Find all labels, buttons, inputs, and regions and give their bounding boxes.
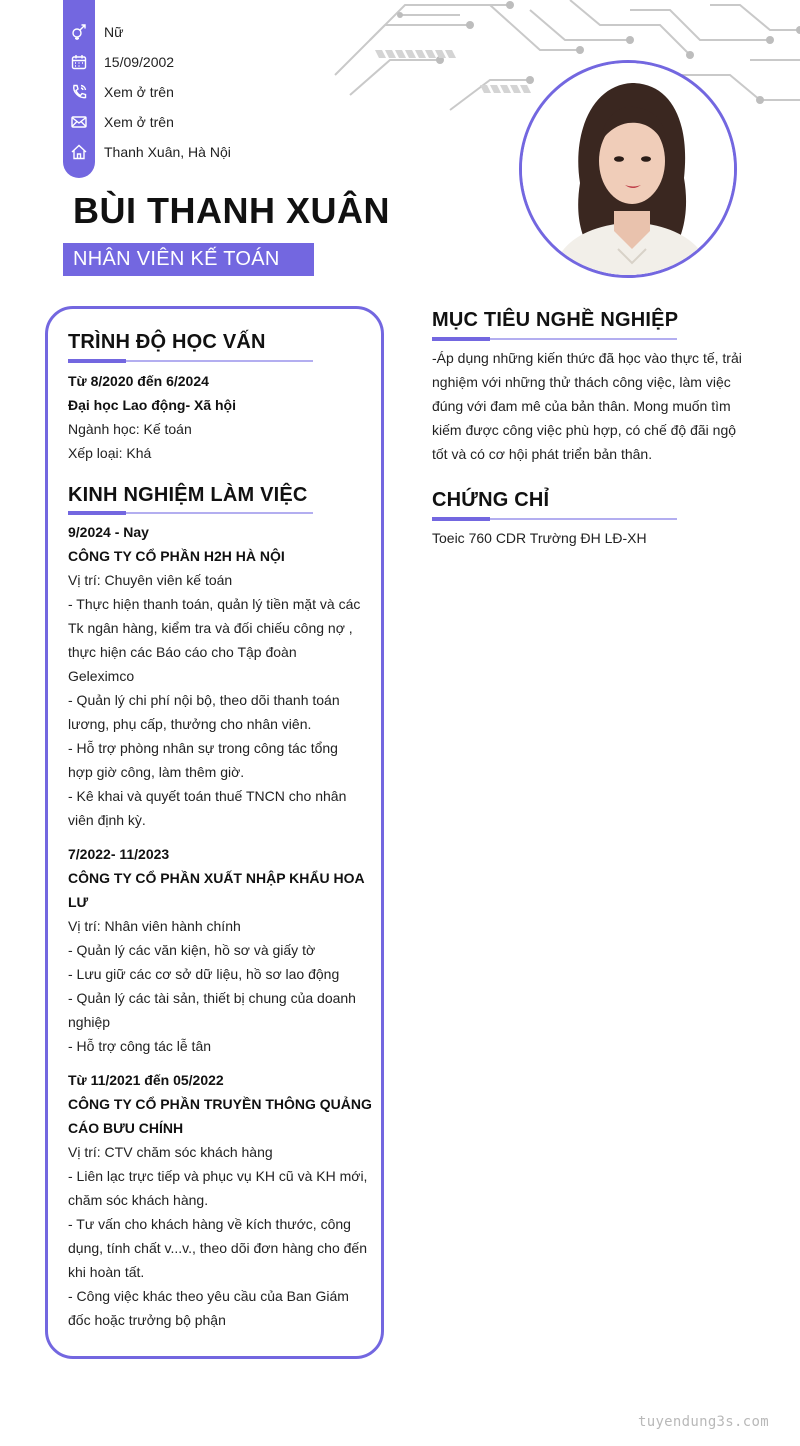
education-major: Ngành học: Kế toán bbox=[68, 421, 192, 437]
job-company: CÔNG TY CỔ PHẦN H2H HÀ NỘI bbox=[68, 548, 285, 564]
job-detail: viên định kỳ. bbox=[68, 812, 146, 828]
education-period: Từ 8/2020 đến 6/2024 bbox=[68, 373, 209, 389]
objective-text: nghiệm với những thử thách công việc, làm việc bbox=[432, 374, 731, 390]
job-detail: chăm sóc khách hàng. bbox=[68, 1192, 209, 1208]
gender-icon bbox=[63, 17, 95, 47]
job-company: CÁO BƯU CHÍNH bbox=[68, 1120, 184, 1136]
job-detail: - Quản lý các tài sản, thiết bị chung của doanh bbox=[68, 990, 356, 1006]
job-detail: - Hỗ trợ công tác lễ tân bbox=[68, 1038, 212, 1054]
objective-divider bbox=[432, 338, 677, 340]
objective-text: kiếm được công việc phù hợp, có chế độ đãi ngộ bbox=[432, 422, 737, 438]
education-grade: Xếp loại: Khá bbox=[68, 445, 152, 461]
job-detail: hợp giờ công, làm thêm giờ. bbox=[68, 764, 245, 780]
education-divider bbox=[68, 360, 313, 362]
job-detail: - Kê khai và quyết toán thuế TNCN cho nhân bbox=[68, 788, 347, 804]
phone-icon bbox=[63, 77, 95, 107]
job-detail: Tk ngân hàng, kiểm tra và đối chiếu công nợ , bbox=[68, 620, 353, 636]
job-company: CÔNG TY CỔ PHẦN TRUYỀN THÔNG QUẢNG bbox=[68, 1096, 372, 1112]
education-school: Đại học Lao động- Xã hội bbox=[68, 397, 236, 413]
job-detail: khi hoàn tất. bbox=[68, 1264, 145, 1280]
job-detail: - Quản lý các văn kiện, hồ sơ và giấy tờ bbox=[68, 942, 316, 958]
contact-phone: Xem ở trên bbox=[63, 77, 174, 107]
job-detail: nghiệp bbox=[68, 1014, 111, 1030]
objective-text: tốt và có cơ hội phát triển bản thân. bbox=[432, 446, 653, 462]
candidate-name: BÙI THANH XUÂN bbox=[73, 190, 390, 231]
job-detail: Vị trí: CTV chăm sóc khách hàng bbox=[68, 1144, 273, 1160]
contact-address: Thanh Xuân, Hà Nội bbox=[63, 137, 231, 167]
job-detail: Geleximco bbox=[68, 668, 135, 684]
education-title: TRÌNH ĐỘ HỌC VẤN bbox=[68, 331, 266, 353]
job-detail: - Lưu giữ các cơ sở dữ liệu, hồ sơ lao động bbox=[68, 966, 340, 982]
avatar-illustration bbox=[522, 63, 734, 275]
mail-icon bbox=[63, 107, 95, 137]
job-detail: - Hỗ trợ phòng nhân sự trong công tác tổng bbox=[68, 740, 338, 756]
watermark: tuyendung3s.com bbox=[638, 1414, 769, 1430]
job-detail: thực hiện các Báo cáo cho Tập đoàn bbox=[68, 644, 297, 660]
job-detail: Vị trí: Chuyên viên kế toán bbox=[68, 572, 233, 588]
job-period: Từ 11/2021 đến 05/2022 bbox=[68, 1072, 224, 1088]
objective-title: MỤC TIÊU NGHỀ NGHIỆP bbox=[432, 309, 679, 331]
job-detail: - Quản lý chi phí nội bộ, theo dõi thanh toán bbox=[68, 692, 340, 708]
experience-title: KINH NGHIỆM LÀM VIỆC bbox=[68, 484, 308, 506]
objective-text: -Áp dụng những kiến thức đã học vào thực tế, trải bbox=[432, 350, 742, 366]
job-detail: Vị trí: Nhân viên hành chính bbox=[68, 918, 241, 934]
job-detail: - Liên lạc trực tiếp và phục vụ KH cũ và KH mới, bbox=[68, 1168, 368, 1184]
job-company: CÔNG TY CỔ PHẦN XUẤT NHẬP KHẨU HOA bbox=[68, 870, 365, 886]
job-period: 7/2022- 11/2023 bbox=[68, 846, 170, 862]
job-detail: đốc hoặc trưởng bộ phận bbox=[68, 1312, 226, 1328]
job-title-banner: NHÂN VIÊN KẾ TOÁN bbox=[63, 243, 314, 276]
home-icon bbox=[63, 137, 95, 167]
certificates-divider bbox=[432, 518, 677, 520]
profile-photo bbox=[519, 60, 737, 278]
job-detail: - Tư vấn cho khách hàng về kích thước, công bbox=[68, 1216, 351, 1232]
contact-email: Xem ở trên bbox=[63, 107, 174, 137]
certificates-title: CHỨNG CHỈ bbox=[432, 489, 550, 511]
job-company: LƯ bbox=[68, 894, 89, 910]
contact-gender: Nữ bbox=[63, 17, 123, 47]
job-detail: - Công việc khác theo yêu cầu của Ban Giám bbox=[68, 1288, 349, 1304]
experience-divider bbox=[68, 512, 313, 514]
certificate-item: Toeic 760 CDR Trường ĐH LĐ-XH bbox=[432, 530, 647, 546]
job-detail: - Thực hiện thanh toán, quản lý tiền mặt và các bbox=[68, 596, 361, 612]
calendar-icon bbox=[63, 47, 95, 77]
job-detail: dụng, tính chất v...v., theo dõi đơn hàng cho đến bbox=[68, 1240, 367, 1256]
contact-birthday: 15/09/2002 bbox=[63, 47, 174, 77]
job-period: 9/2024 - Nay bbox=[68, 524, 149, 540]
objective-text: đúng với đam mê của bản thân. Mong muốn tìm bbox=[432, 398, 731, 414]
job-detail: lương, phụ cấp, thưởng cho nhân viên. bbox=[68, 716, 312, 732]
